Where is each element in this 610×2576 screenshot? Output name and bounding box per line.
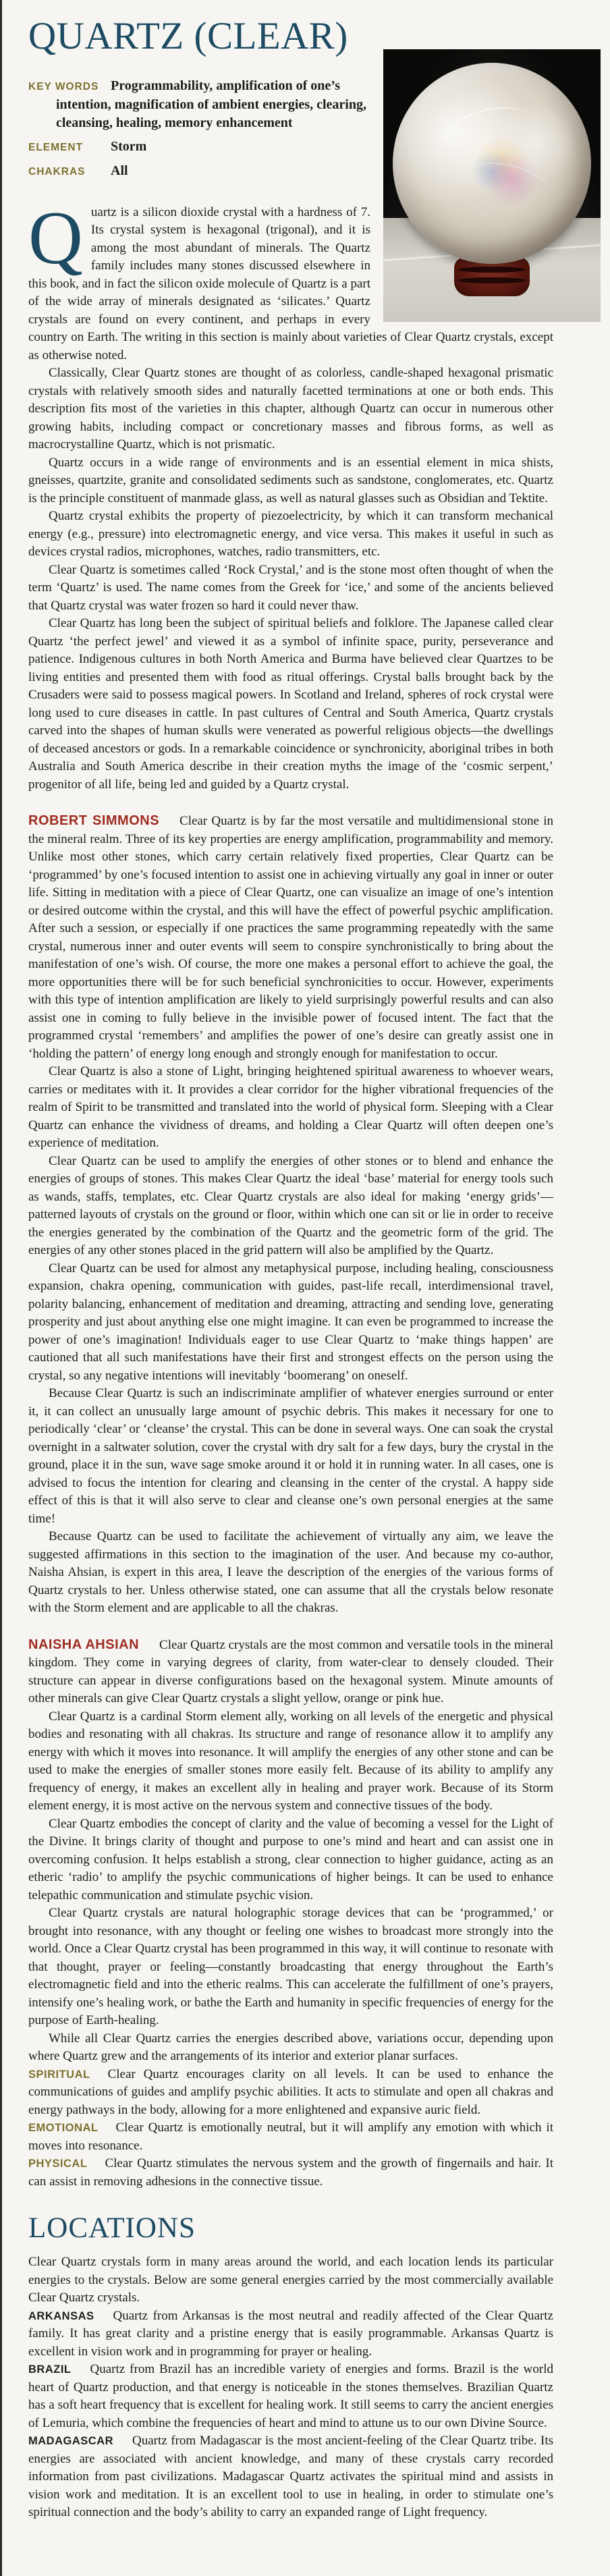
element-value: Storm [111, 138, 147, 154]
quartz-sphere [393, 63, 591, 264]
simmons-section-start [28, 812, 553, 1063]
element-label: ELEMENT [28, 141, 84, 153]
chakras-label: CHAKRAS [28, 165, 86, 177]
ahsian-paragraph: Clear Quartz embodies the concept of clarity and the value of becoming a vessel for the Light of the Divine. It brings clarity of thought and purpose to one’s mind and heart and can assist one in overcoming confusion. It helps establish a strong, clear connection to higher guidance, acting as an etheric ‘radio’ to amplify the psychic communications of higher beings. It can be used to enhance telepathic communication and stimulate psychic vision. [28, 1816, 553, 1902]
simmons-paragraph: Because Clear Quartz is such an indiscriminate amplifier of whatever energies surround or enter it, it can collect an unusually large amount of psychic debris. This makes it necessary for one to periodically ‘clear’ or ‘cleanse’ the crystal. This can be done in several ways. One can soak the crystal overnight in a saltwater solution, cover the crystal with dry salt for a few days, bury the crystal in the ground, place it in the sun, wave sage smoke around it or hold it in running water. In all cases, one is advised to focus the intention for clearing and cleansing in the center of the crystal. A happy side effect of this is that it will also serve to clear and cleanse one’s own personal energies at the same time! [28, 1386, 553, 1526]
location-madagascar [28, 2432, 553, 2522]
intro-paragraph: Classically, Clear Quartz stones are thought of as colorless, candle-shaped hexagonal prismatic crystals with relatively smooth sides and naturally facetted terminations at one or both ends. This description fits most of the varieties in this chapter, although Quartz can occur in numerous other growing habits, including compact or concretionary masses and fibrous forms, as well as macrocrystalline Quartz, which is not prismatic. [28, 366, 553, 452]
simmons-paragraph: Because Quartz can be used to facilitate the achievement of virtually any aim, we leave the suggested affirmations in this section to the imagination of the user. And because my co-author, Naisha Ahsian, is expert in this area, I leave the description of the energies of the various forms of Quartz crystals to her. Unless otherwise stated, one can assume that all the crystals below resonate with the Storm element and are applicable to all the chakras. [28, 1529, 553, 1616]
simmons-paragraph: Clear Quartz is also a stone of Light, bringing heightened spiritual awareness to whoever wears, carries or meditates with it. It provides a clear corridor for the higher vibrational frequencies of the realm of Spirit to be transmitted and translated into the world of physical form. Sleeping with a Clear Quartz can enhance the vividness of dreams, and holding a Clear Quartz will often deepen one’s experience of meditation. [28, 1064, 553, 1151]
location-brazil [28, 2361, 553, 2432]
author-name-simmons: ROBERT SIMMONS [28, 813, 160, 829]
locations-intro: Clear Quartz crystals form in many areas around the world, and each location lends its particular energies to the crystals. Below are some general energies carried by the most commercially available Clear Quartz crystals. [28, 2255, 553, 2305]
ahsian-section-start [28, 1636, 553, 1708]
spiritual-label: SPIRITUAL [28, 2068, 90, 2081]
properties-block [28, 77, 369, 181]
ahsian-paragraph: Clear Quartz crystals are natural holographic storage devices that can be ‘programmed,’ or brought into resonance, with any thought or feeling one wishes to broadcast more strongly into the world. Once a Clear Quartz crystal has been programmed in this way, it will continue to resonate with that thought, prayer or feeling—constantly broadcasting that energy throughout the Earth’s electromagnetic field and into the etheric realms. This can accelerate the fulfillment of one’s prayers, intensify one’s healing work, or bathe the Earth and humanity in specific frequencies of energy for the purpose of Earth-healing. [28, 1906, 553, 2028]
physical-label: PHYSICAL [28, 2158, 88, 2170]
emotional-text: Clear Quartz is emotionally neutral, but it will amplify any emotion with which it moves into resonance. [28, 2120, 553, 2153]
scan-edge [0, 0, 2, 2576]
intro-paragraph: Quartz crystal exhibits the property of piezoelectricity, by which it can transform mechanical energy (e.g., pressure) into electromagnetic energy, and vice versa. This makes it useful in such as devices crystal radios, microphones, watches, radio transmitters, etc. [28, 509, 553, 559]
madagascar-label: MADAGASCAR [28, 2435, 113, 2448]
property-element [28, 138, 369, 157]
spiritual-text: Clear Quartz encourages clarity on all levels. It can be used to enhance the communications of guides and amplify psychic abilities. It acts to stimulate and open all chakras and energy pathways in the body, allowing for a more enlightened and expansive auric field. [28, 2066, 553, 2117]
intro-paragraph: Clear Quartz is sometimes called ‘Rock Crystal,’ and is the stone most often thought of when the term ‘Quartz’ is used. The name comes from the Greek for ‘ice,’ and some of the ancients believed that Quartz crystal was water frozen so hard it could never thaw. [28, 562, 553, 613]
keywords-value: Programmability, amplification of one’s intention, magnification of ambient energies, clearing, cleansing, healing, memory enhancement [56, 78, 366, 130]
simmons-paragraph: Clear Quartz can be used for almost any metaphysical purpose, including healing, consciousness expansion, chakra opening, communication with guides, past-life recall, interdimensional travel, polarity balancing, enhancement of meditation and dreaming, attracting and sending love, generating prosperity and just about anything else one might imagine. It can even be programmed to increase the power of one’s imagination! Individuals eager to use Clear Quartz to ‘make things happen’ are cautioned that all such manifestations have their first and strongest effects on the person using the crystal, so any negative intentions will inevitably ‘boomerang’ on oneself. [28, 1261, 553, 1383]
intro-paragraph: Quartz occurs in a wide range of environments and is an essential element in mica shists, gneisses, quartzite, granite and consolidated sediments such as sandstone, conglomerates, etc. Quartz is the principle constituent of manmade glass, as well as natural glasses such as Obsidian and Tektite. [28, 455, 553, 505]
locations-heading: LOCATIONS [28, 2212, 196, 2245]
arkansas-text: Quartz from Arkansas is the most neutral and readily affected of the Clear Quartz family. It has great clarity and a pristine energy that is easily programmable. Arkansas Quartz is excellent in vision work and in programming for prayer or healing. [28, 2308, 553, 2359]
aspect-spiritual [28, 2066, 553, 2120]
property-chakras [28, 162, 369, 181]
ahsian-paragraph: While all Clear Quartz carries the energies described above, variations occur, depending upon where Quartz grew and the arrangements of its interior and exterior planar surfaces. [28, 2031, 553, 2064]
quartz-sphere-photo [383, 49, 601, 322]
stand-ring [458, 277, 526, 283]
aspect-physical [28, 2155, 553, 2191]
ahsian-paragraph: Clear Quartz is a cardinal Storm element ally, working on all levels of the energetic and physical bodies and resonating with all chakras. Its structure and range of resonance allow it to amplify any energy with which it moves into resonance. It will amplify the energies of any other stone and can be used to make the energies of smaller stones more easily felt. Because of its ability to amplify any frequency of energy, it makes an excellent ally in healing and prayer work. Because of its Storm element energy, it is most active on the nervous system and connective tissues of the body. [28, 1709, 553, 1813]
page-title: QUARTZ (CLEAR) [28, 15, 348, 57]
intro-text: uartz is a silicon dioxide crystal with a hardness of 7. Its crystal system is hexagonal (trigonal), and it is among the most abundant of minerals. The Quartz family includes many stones discussed elsewhere in this book, and in fact the silicon oxide molecule of Quartz is a part of the wide array of minerals designated as ‘silicates.’ Quartz crystals are found on every continent, and perhaps in every country on Earth. The writing in this section is mainly about varieties of Clear Quartz crystals, except as otherwise noted. [28, 204, 553, 362]
aspect-emotional [28, 2119, 553, 2155]
brazil-text: Quartz from Brazil has an incredible variety of energies and forms. Brazil is the world heart of Quartz production, and that energy is noticeable in the stones themselves. Brazilian Quartz has a soft heart frequency that is excellent for healing work. It still seems to carry the ancient energies of Lemuria, which combine the frequencies of heart and mind to attune us to our own Divine Source. [28, 2362, 553, 2430]
stand-ring [458, 267, 526, 273]
emotional-label: EMOTIONAL [28, 2122, 99, 2135]
drop-cap: Q [28, 196, 83, 280]
property-keywords [28, 77, 369, 132]
arkansas-label: ARKANSAS [28, 2309, 94, 2322]
physical-text: Clear Quartz stimulates the nervous system and the growth of fingernails and hair. It can assist in removing adhesions in the connective tissue. [28, 2156, 553, 2189]
ahsian-paragraph: Clear Quartz crystals are the most common and versatile tools in the mineral kingdom. They come in varying degrees of clarity, from water-clear to densely clouded. Their structure can appear in diverse configurations based on the hexagonal system. Minute amounts of other minerals can give Clear Quartz crystals a slight yellow, orange or pink hue. [28, 1637, 553, 1706]
body-text [28, 196, 553, 2522]
intro-paragraph: Clear Quartz has long been the subject of spiritual beliefs and folklore. The Japanese called clear Quartz ‘the perfect jewel’ and viewed it as a symbol of infinite space, purity, perseverance and patience. Indigenous cultures in both North America and Burma have believed clear Quartzes to be living entities and presented them with food as ritual offerings. Crystal balls brought back by the Crusaders were said to possess magical powers. In Scotland and Ireland, spheres of rock crystal were long used to cure diseases in cattle. In past cultures of Central and South America, Quartz crystals carved into the shapes of human skulls were venerated as powerful religious objects—the dwellings of deceased ancestors or gods. In a remarkable coincidence or synchronicity, aboriginal tribes in both Australia and South America describe in their creation myths the image of the ‘cosmic serpent,’ progenitor of all life, being led and guided by a Quartz crystal. [28, 616, 553, 792]
chakras-value: All [111, 163, 128, 178]
simmons-paragraph: Clear Quartz can be used to amplify the energies of other stones or to blend and enhance the energies of groups of stones. This makes Clear Quartz the ideal ‘base’ material for energy tools such as wands, staffs, templates, etc. Clear Quartz crystals are also ideal for making ‘energy grids’—patterned layouts of crystals on the ground or floor, within which one can sit or lie in order to receive the energies generated by the combination of the Quartz and the geometric form of the grid. The energies of any other stones placed in the grid pattern will also be amplified by the Quartz. [28, 1153, 553, 1258]
location-arkansas [28, 2307, 553, 2361]
keywords-label: KEY WORDS [28, 80, 99, 92]
author-name-ahsian: NAISHA AHSIAN [28, 1637, 140, 1652]
madagascar-text: Quartz from Madagascar is the most ancient-feeling of the Clear Quartz tribe. Its energies are associated with ancient knowledge, and many of these crystals carry recorded information from past civilizations. Madagascar Quartz activates the spiritual mind and assists in vision work and meditation. It is an excellent tool to use in healing, in order to stimulate one’s spiritual connection and the body’s ability to carry an expanded range of Light frequency. [28, 2434, 553, 2520]
brazil-label: BRAZIL [28, 2363, 72, 2376]
simmons-paragraph: Clear Quartz is by far the most versatile and multidimensional stone in the mineral realm. Three of its key properties are energy amplification, programmability and memory. Unlike most other stones, which carry certain relatively fixed properties, Clear Quartz can be ‘programmed’ by one’s focused intention to assist one in achieving virtually any goal in inner or outer life. Sitting in meditation with a piece of Clear Quartz, one can visualize an image of one’s intention or desired outcome within the crystal, and this will have the effect of powerful psychic amplification. After such a session, or especially if one practices the same programming repeatedly with the same crystal, numerous inner and outer events will seem to conspire synchronistically to bring about the manifestation of one’s wish. Of course, the more one makes a personal effort to achieve the goal, the more opportunities there will be for such beneficial synchronicities to occur. However, experiments with this type of intention amplification are likely to yield surprisingly powerful results and can also assist one in coming to fully believe in the invisible power of focused intent. The fact that the programmed crystal ‘remembers’ and amplifies the power of one’s desire can greatly assist one in ‘holding the pattern’ of energy long enough and strongly enough for manifestation to occur. [28, 814, 553, 1061]
